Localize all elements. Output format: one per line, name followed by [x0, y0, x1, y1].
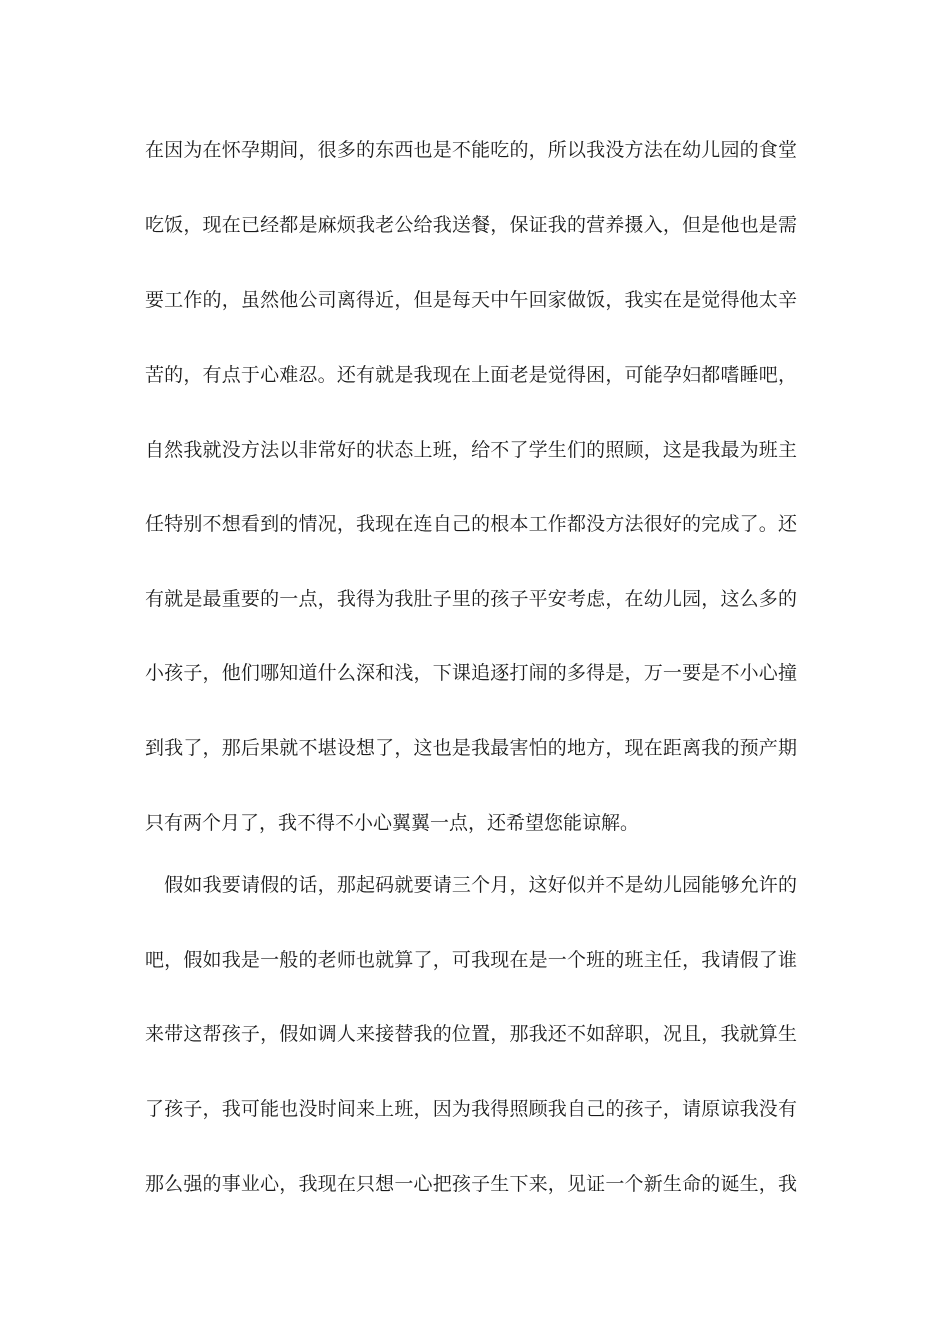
- text-line: 要工作的，虽然他公司离得近，但是每天中午回家做饭，我实在是觉得他太辛: [145, 289, 797, 311]
- text-line: 小孩子，他们哪知道什么深和浅，下课追逐打闹的多得是，万一要是不小心撞: [145, 662, 797, 684]
- text-line: 来带这帮孩子，假如调人来接替我的位置，那我还不如辞职，况且，我就算生: [145, 1023, 797, 1045]
- text-line: 苦的，有点于心难忍。还有就是我现在上面老是觉得困，可能孕妇都嗜睡吧，: [145, 364, 797, 386]
- text-line: 有就是最重要的一点，我得为我肚子里的孩子平安考虑，在幼儿园，这么多的: [145, 588, 797, 610]
- text-line: 吃饭，现在已经都是麻烦我老公给我送餐，保证我的营养摄入，但是他也是需: [145, 214, 797, 236]
- text-line: 那么强的事业心，我现在只想一心把孩子生下来，见证一个新生命的诞生，我: [145, 1173, 797, 1195]
- text-line: 任特别不想看到的情况，我现在连自己的根本工作都没方法很好的完成了。还: [145, 513, 797, 535]
- text-line: 吧，假如我是一般的老师也就算了，可我现在是一个班的班主任，我请假了谁: [145, 949, 797, 971]
- text-line: 到我了，那后果就不堪设想了，这也是我最害怕的地方，现在距离我的预产期: [145, 737, 797, 759]
- text-line: 在因为在怀孕期间，很多的东西也是不能吃的，所以我没方法在幼儿园的食堂: [145, 139, 797, 161]
- text-line: 自然我就没方法以非常好的状态上班，给不了学生们的照顾，这是我最为班主: [145, 439, 797, 461]
- text-line: 假如我要请假的话，那起码就要请三个月，这好似并不是幼儿园能够允许的: [145, 874, 797, 896]
- text-line: 了孩子，我可能也没时间来上班，因为我得照顾我自己的孩子，请原谅我没有: [145, 1098, 797, 1120]
- text-line: 只有两个月了，我不得不小心翼翼一点，还希望您能谅解。: [145, 812, 640, 834]
